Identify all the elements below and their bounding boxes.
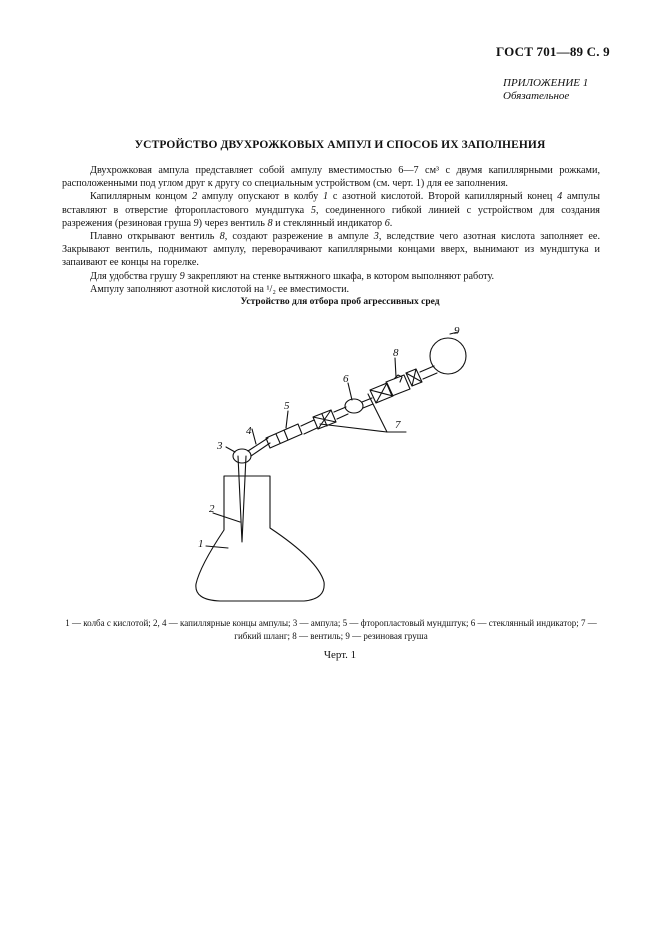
- label-6: 6: [343, 373, 349, 385]
- appendix-title: ПРИЛОЖЕНИЕ 1: [503, 77, 589, 89]
- label-1: 1: [198, 538, 204, 550]
- hose-coupling-2: [370, 383, 393, 403]
- figure-caption: 1 — колба с кислотой; 2, 4 — капиллярные концы ампулы; 3 — ампула; 5 — фторопластовый мундштук; 6 — стеклянный индикатор; 7 — гибкий шланг; 8 — вентиль; 9 — резиновая груша: [65, 618, 597, 641]
- rubber-bulb: [430, 338, 466, 374]
- hose-coupling-3: [406, 369, 422, 386]
- paragraph-5: Ампулу заполняют азотной кислотой на ¹/₂ ее вместимости.: [90, 283, 350, 295]
- body-text: [62, 164, 600, 296]
- glass-indicator: [345, 399, 363, 413]
- label-2: 2: [209, 503, 215, 515]
- label-9: 9: [454, 325, 460, 337]
- valve: [386, 375, 410, 396]
- paragraph-3: Плавно открывают вентиль 8, создают разрежение в ампуле 3, вследствие чего азотная кислота заполняет ее. Закрывают вентиль, поднимают ампулу, переворачивают капиллярными концами вверх, вынимают из мундштука и запаивают ее концы на горелке.: [62, 231, 600, 269]
- leader-2: [213, 513, 240, 522]
- label-3: 3: [217, 440, 223, 452]
- appendix-status: Обязательное: [503, 90, 570, 102]
- label-7: 7: [395, 419, 401, 431]
- paragraph-2: Капиллярным концом 2 ампулу опускают в колбу 1 с азотной кислотой. Второй капиллярный конец 4 ампулы вставляют в отверстие фторопластового мундштука 5, соединенного гибкой линией с устройством для создания разрежения (резиновая груша 9) через вентиль 8 и стеклянный индикатор 6.: [62, 191, 600, 229]
- figure-title: Устройство для отбора проб агрессивных сред: [240, 297, 440, 307]
- leader-5: [286, 411, 288, 428]
- label-8: 8: [393, 347, 399, 359]
- leader-8: [395, 358, 396, 377]
- mouthpiece: [266, 424, 302, 448]
- leader-3: [226, 447, 235, 452]
- apparatus-drawing: [180, 316, 480, 616]
- leader-4: [252, 429, 256, 444]
- label-5: 5: [284, 400, 290, 412]
- page-header: ГОСТ 701—89 С. 9: [496, 44, 610, 59]
- appendix-label: [503, 77, 588, 103]
- paragraph-1: Двухрожковая ампула представляет собой ампулу вместимостью 6—7 см³ с двумя капиллярными рожками, расположенными под углом друг к другу со специальным устройством (см. черт. 1) для ее заполнения.: [62, 165, 600, 190]
- figure-number: Черт. 1: [323, 649, 357, 661]
- ampoule-capillary-2: [238, 456, 246, 542]
- flask-outline: [196, 476, 324, 601]
- leader-6: [348, 383, 352, 400]
- paragraph-4: Для удобства грушу 9 закрепляют на стенке вытяжного шкафа, в котором выполняют работу.: [90, 270, 495, 282]
- leader-1: [206, 546, 228, 548]
- label-4: 4: [246, 425, 252, 437]
- section-title: УСТРОЙСТВО ДВУХРОЖКОВЫХ АМПУЛ И СПОСОБ ИХ ЗАПОЛНЕНИЯ: [134, 139, 546, 151]
- hose-coupling-1: [313, 410, 336, 429]
